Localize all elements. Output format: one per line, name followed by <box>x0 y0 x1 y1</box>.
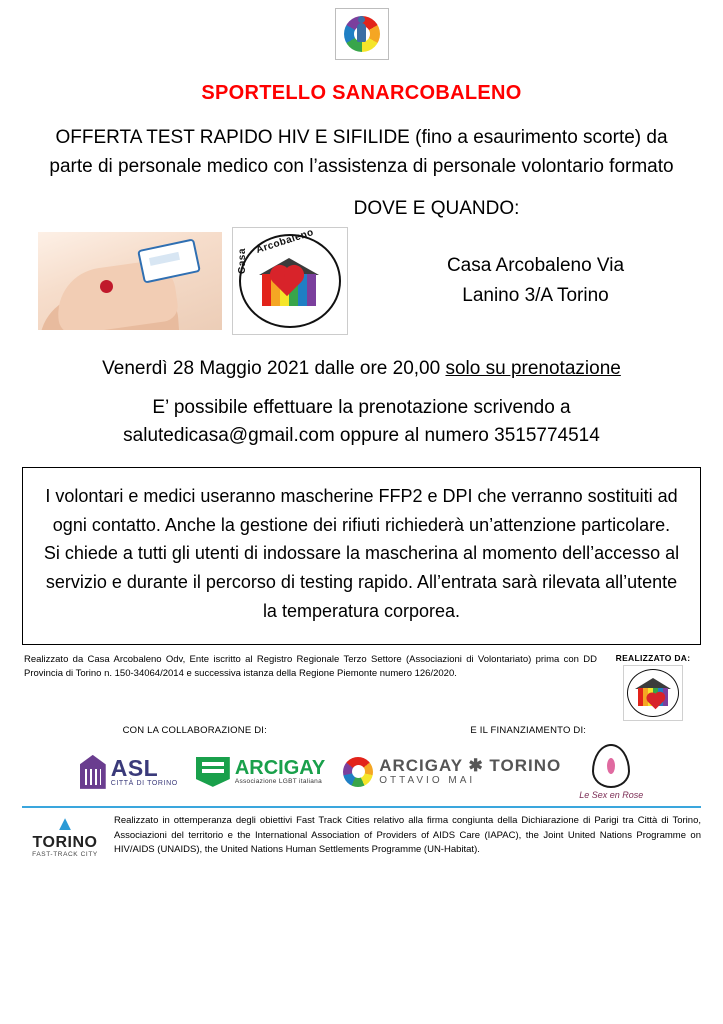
person-figure-shape <box>357 23 366 42</box>
arcigay-wordmark <box>235 758 325 785</box>
footer-top-row <box>18 653 705 721</box>
arcigay-torino-logo <box>343 757 561 787</box>
arcigay-subtitle: Associazione LGBT italiana <box>234 778 322 786</box>
venue-address-line2: Lanino 3/A Torino <box>462 284 609 306</box>
arcigay-flag-icon <box>196 757 230 787</box>
where-when-row <box>18 226 705 336</box>
test-device-shape <box>137 238 201 283</box>
blood-drop-shape <box>100 280 113 293</box>
date-underlined-text: solo su prenotazione <box>445 357 621 379</box>
booking-line2: salutedicasa@gmail.com oppure al numero 3515774514 <box>123 425 600 447</box>
asl-shield-icon <box>80 755 106 789</box>
casa-arcobaleno-logo-icon <box>335 8 389 60</box>
footer-realized-by-caption: REALIZZATO DA: <box>615 652 691 663</box>
date-main-text: Venerdì 28 Maggio 2021 dalle ore 20,00 <box>102 357 446 379</box>
collaboration-caption: CON LA COLLABORAZIONE DI: <box>122 724 267 736</box>
asl-subtitle: CITTÀ DI TORINO <box>110 779 178 787</box>
rainbow-wheel-icon <box>343 757 373 787</box>
venue-address-line1: Casa Arcobaleno Via <box>446 255 625 277</box>
funding-caption-col <box>362 725 696 736</box>
footer-realized-by-col <box>607 653 699 721</box>
logo-text-arcobaleno: Arcobaleno <box>254 226 316 256</box>
date-line <box>18 358 705 380</box>
footer-realized-by-text: Realizzato da Casa Arcobaleno Odv, Ente iscritto al Registro Regionale Terzo Settore (Associazioni di Volontariato) prima con DD Provincia di Torino n. 150-34064/2014 e successiva istanza della Regione Piemonte numero 126/2020. <box>24 653 597 680</box>
le-sex-en-rose-logo <box>579 744 643 800</box>
arcigay-word: ARCIGAY <box>234 757 326 780</box>
asl-wordmark <box>110 754 178 787</box>
venue-address <box>348 251 705 310</box>
torino-fast-track-city-logo <box>22 814 108 859</box>
arcigay-torino-word: ARCIGAY ✱ TORINO <box>379 756 562 776</box>
header-logo-wrap <box>18 0 705 60</box>
booking-line1: E’ possibile effettuare la prenotazione scrivendo a <box>152 396 571 418</box>
fast-track-city-text: Realizzato in ottemperanza degli obiettivi Fast Track Cities relativo alla firma congiunta della Dichiarazione di Parigi tra Città di Torino, Associazioni del territorio e the International Association of Providers of AIDS Care (IAPAC), the Joint United Nations Programme on HIV/AIDS (UNAIDS), the United Nations Human Settlements Programme (UN-Habitat). <box>114 814 701 856</box>
funding-caption: E IL FINANZIAMENTO DI: <box>470 724 587 736</box>
arcigay-torino-subtitle: OTTAVIO MAI <box>379 775 476 787</box>
partner-logos-strip <box>18 744 705 800</box>
booking-info <box>18 394 705 451</box>
casa-arcobaleno-oval-logo-icon <box>232 227 348 335</box>
where-when-heading: DOVE E QUANDO: <box>353 197 520 219</box>
arcigay-logo <box>196 757 325 787</box>
logo-text-casa: Casa <box>237 247 248 274</box>
fast-track-city-bar <box>22 806 701 859</box>
asl-torino-logo <box>80 755 178 789</box>
torino-name: TORINO <box>32 833 98 851</box>
sexrose-symbol-icon <box>592 744 630 788</box>
asl-word: ASL <box>110 754 159 781</box>
safety-notice-box: I volontari e medici useranno mascherine FFP2 e DPI che verranno sostituiti ad ogni contatto. Anche la gestione dei rifiuti richiederà un’attenzione particolare. Si chiede a tutti gli utenti di indossare la mascherina al momento dell’accesso al servizio e durante il percorso di testing rapido. All’entrata sarà rilevata all’utente la temperatura corporea. <box>22 467 701 645</box>
sexrose-word: Le Sex en Rose <box>579 789 644 800</box>
casa-arcobaleno-mini-logo-icon <box>623 665 683 721</box>
fingerstick-blood-test-photo <box>38 232 222 330</box>
arcigay-torino-wordmark <box>379 757 561 786</box>
fast-track-city-tagline: FAST-TRACK CITY <box>32 851 98 859</box>
offer-paragraph: OFFERTA TEST RAPIDO HIV E SIFILIDE (fino a esaurimento scorte) da parte di personale medico con l’assistenza di personale volontario formato <box>49 127 674 178</box>
partner-captions-row <box>18 725 705 736</box>
mole-antonelliana-icon: ▲ <box>55 812 75 835</box>
collaboration-caption-col <box>28 725 362 736</box>
page-title: SPORTELLO SANARCOBALENO <box>201 82 522 104</box>
